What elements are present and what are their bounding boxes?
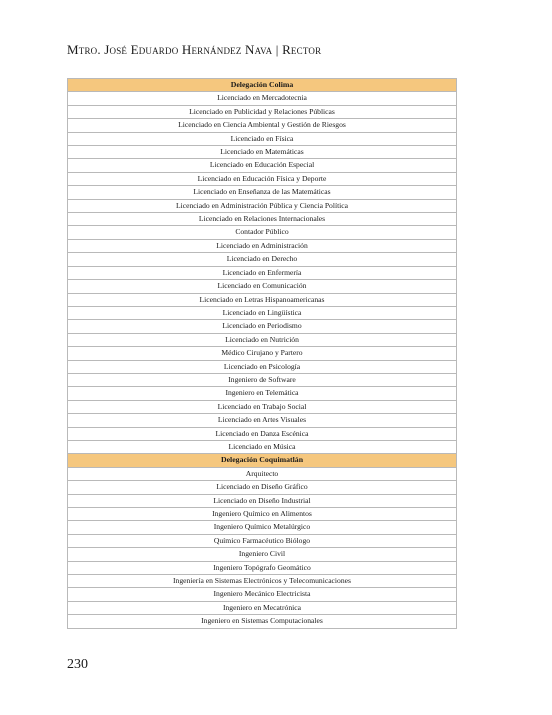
- program-cell: Ingeniero en Telemática: [68, 387, 457, 400]
- table-row: [68, 588, 457, 601]
- program-cell: Licenciado en Administración Pública y Ciencia Política: [68, 199, 457, 212]
- table-row: [68, 105, 457, 118]
- table-body: [68, 79, 457, 629]
- table-row: [68, 575, 457, 588]
- program-cell: Licenciado en Periodismo: [68, 320, 457, 333]
- program-cell: Licenciado en Mercadotecnia: [68, 92, 457, 105]
- table-row: [68, 601, 457, 614]
- table-row: [68, 440, 457, 453]
- program-cell: Ingeniero en Mecatrónica: [68, 601, 457, 614]
- program-cell: Licenciado en Relaciones Internacionales: [68, 213, 457, 226]
- program-cell: Ingeniero Químico Metalúrgico: [68, 521, 457, 534]
- program-cell: Ingeniero Civil: [68, 548, 457, 561]
- table-row: [68, 306, 457, 319]
- program-cell: Licenciado en Enfermería: [68, 266, 457, 279]
- table-row: [68, 534, 457, 547]
- table-row: [68, 320, 457, 333]
- table-row: [68, 427, 457, 440]
- program-cell: Licenciado en Ciencia Ambiental y Gestión de Riesgos: [68, 119, 457, 132]
- program-cell: Médico Cirujano y Partero: [68, 347, 457, 360]
- program-cell: Licenciado en Letras Hispanoamericanas: [68, 293, 457, 306]
- program-cell: Químico Farmacéutico Biólogo: [68, 534, 457, 547]
- degree-programs-table: [67, 78, 457, 629]
- program-cell: Arquitecto: [68, 467, 457, 480]
- program-cell: Licenciado en Derecho: [68, 253, 457, 266]
- table-row: [68, 481, 457, 494]
- table-row: [68, 199, 457, 212]
- table-row: [68, 521, 457, 534]
- table-row: [68, 92, 457, 105]
- table-row: [68, 561, 457, 574]
- program-cell: Licenciado en Enseñanza de las Matemáticas: [68, 186, 457, 199]
- table-row: [68, 186, 457, 199]
- program-cell: Licenciado en Matemáticas: [68, 146, 457, 159]
- program-cell: Licenciado en Diseño Gráfico: [68, 481, 457, 494]
- table-row: [68, 132, 457, 145]
- program-cell: Licenciado en Comunicación: [68, 280, 457, 293]
- table-row: [68, 615, 457, 628]
- program-cell: Ingeniero Mecánico Electricista: [68, 588, 457, 601]
- table-row: [68, 293, 457, 306]
- program-cell: Licenciado en Educación Especial: [68, 159, 457, 172]
- program-cell: Licenciado en Artes Visuales: [68, 414, 457, 427]
- table-row: [68, 146, 457, 159]
- table-row: [68, 360, 457, 373]
- table-row: [68, 387, 457, 400]
- program-cell: Ingeniero Químico en Alimentos: [68, 508, 457, 521]
- program-cell: Licenciado en Psicología: [68, 360, 457, 373]
- program-cell: Licenciado en Educación Física y Deporte: [68, 172, 457, 185]
- table-row: [68, 266, 457, 279]
- table-row: [68, 213, 457, 226]
- table-row: [68, 226, 457, 239]
- table-row: [68, 414, 457, 427]
- table-row: [68, 548, 457, 561]
- section-header-row: [68, 454, 457, 467]
- table-row: [68, 159, 457, 172]
- program-cell: Licenciado en Publicidad y Relaciones Públicas: [68, 105, 457, 118]
- table-row: [68, 467, 457, 480]
- section-header-cell: Delegación Coquimatlán: [68, 454, 457, 467]
- program-cell: Contador Público: [68, 226, 457, 239]
- program-cell: Licenciado en Física: [68, 132, 457, 145]
- program-cell: Licenciado en Trabajo Social: [68, 400, 457, 413]
- program-cell: Licenciado en Lingüística: [68, 306, 457, 319]
- table-row: [68, 347, 457, 360]
- section-header-row: [68, 79, 457, 92]
- program-cell: Licenciado en Nutrición: [68, 333, 457, 346]
- table-row: [68, 119, 457, 132]
- table-row: [68, 400, 457, 413]
- page-number: 230: [67, 657, 88, 672]
- program-cell: Ingeniero Topógrafo Geomático: [68, 561, 457, 574]
- program-cell: Licenciado en Música: [68, 440, 457, 453]
- table-row: [68, 172, 457, 185]
- program-cell: Licenciado en Danza Escénica: [68, 427, 457, 440]
- program-cell: Ingeniería en Sistemas Electrónicos y Telecomunicaciones: [68, 575, 457, 588]
- table-row: [68, 333, 457, 346]
- table-row: [68, 253, 457, 266]
- table-row: [68, 239, 457, 252]
- table-row: [68, 508, 457, 521]
- program-cell: Ingeniero de Software: [68, 373, 457, 386]
- table-row: [68, 280, 457, 293]
- program-cell: Licenciado en Administración: [68, 239, 457, 252]
- program-cell: Licenciado en Diseño Industrial: [68, 494, 457, 507]
- section-header-cell: Delegación Colima: [68, 79, 457, 92]
- table-row: [68, 494, 457, 507]
- page-header: Mtro. José Eduardo Hernández Nava | Rector: [67, 42, 322, 57]
- program-cell: Ingeniero en Sistemas Computacionales: [68, 615, 457, 628]
- table-row: [68, 373, 457, 386]
